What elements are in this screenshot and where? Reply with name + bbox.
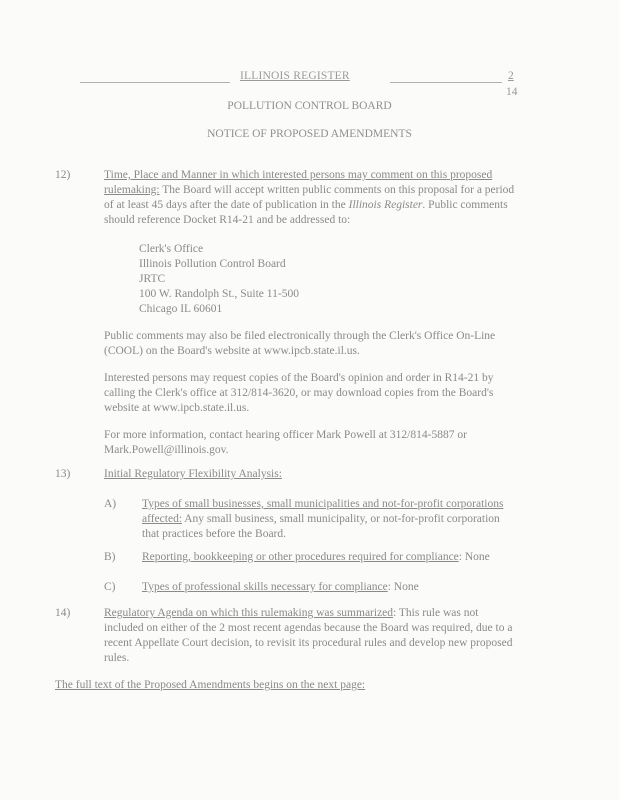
sec13-b-text: : None xyxy=(458,551,490,563)
sec12-number: 12) xyxy=(55,169,71,181)
header-page-part2: 14 xyxy=(506,86,518,98)
sec13-a-line1 xyxy=(142,497,532,512)
sec14-line1 xyxy=(104,606,534,621)
sec13-b-heading: Reporting, bookkeeping or other procedures required for compliance xyxy=(142,551,459,563)
header-rule-left xyxy=(80,82,230,83)
notice-title: NOTICE OF PROPOSED AMENDMENTS xyxy=(207,128,412,140)
sec12-heading-end: rulemaking: xyxy=(104,184,160,196)
sec13-heading-line xyxy=(104,467,534,482)
address-line: Chicago IL 60601 xyxy=(139,303,223,315)
sec12-para3-line: website at www.ipcb.state.il.us. xyxy=(104,402,250,414)
address-line: 100 W. Randolph St., Suite 11-500 xyxy=(139,288,299,300)
sec14-line: rules. xyxy=(104,652,130,664)
address-line: Clerk's Office xyxy=(139,243,204,255)
header-rule-right xyxy=(390,82,502,83)
header-page-part1: 2 xyxy=(508,70,514,82)
sec12-line3-post: . Public comments xyxy=(422,199,508,211)
sec13-c-line xyxy=(142,580,532,595)
sec13-heading: Initial Regulatory Flexibility Analysis: xyxy=(104,468,282,480)
sec13-a-heading-end: affected: xyxy=(142,513,183,525)
sec12-line3-pre: of at least 45 days after the date of publication in the xyxy=(104,199,349,211)
sec12-para2-line: (COOL) on the Board's website at www.ipcb.state.il.us. xyxy=(104,345,360,357)
sec13-a-line3: that practices before the Board. xyxy=(142,528,287,540)
sec14-number: 14) xyxy=(55,607,71,619)
sec13-c-heading: Types of professional skills necessary for compliance xyxy=(142,581,388,593)
sec12-heading: Time, Place and Manner in which interested persons may comment on this proposed xyxy=(104,169,493,181)
address-line: JRTC xyxy=(139,273,166,285)
final-note: The full text of the Proposed Amendments begins on the next page: xyxy=(55,679,366,691)
sec12-line4: should reference Docket R14-21 and be addressed to: xyxy=(104,214,351,226)
sec12-line2 xyxy=(104,183,534,198)
sec12-para2-line: Public comments may also be filed electronically through the Clerk's Office On-Line xyxy=(104,330,496,342)
sec13-number: 13) xyxy=(55,468,71,480)
sec12-line3 xyxy=(104,198,534,213)
sec13-a-letter: A) xyxy=(104,498,117,510)
sec13-a-text: Any small business, small municipality, or not-for-profit corporation xyxy=(182,513,500,525)
sec12-para4-line: For more information, contact hearing officer Mark Powell at 312/814-5887 or xyxy=(104,429,467,441)
sec14-heading: Regulatory Agenda on which this rulemaking was summarized xyxy=(104,607,394,619)
sec13-a-line2 xyxy=(142,512,532,527)
sec12-para3-line: calling the Clerk's office at 312/814-3620, or may download copies from the Board's xyxy=(104,387,494,399)
sec13-b-line xyxy=(142,550,532,565)
sec12-para4-line: Mark.Powell@illinois.gov. xyxy=(104,444,229,456)
sec12-illinois-register: Illinois Register xyxy=(348,199,423,211)
sec14-line: recent Appellate Court decision, to revisit its procedural rules and develop new proposed xyxy=(104,637,513,649)
sec14-line1-text: : This rule was not xyxy=(393,607,479,619)
sec12-line2-text: The Board will accept written public comments on this proposal for a period xyxy=(159,184,515,196)
agency-title: POLLUTION CONTROL BOARD xyxy=(227,100,392,112)
sec12-heading-line1 xyxy=(104,168,534,183)
sec13-a-heading: Types of small businesses, small municipalities and not-for-profit corporations xyxy=(142,498,504,510)
sec12-para3-line: Interested persons may request copies of the Board's opinion and order in R14-21 by xyxy=(104,372,494,384)
sec14-line: included on either of the 2 most recent agendas because the Board was required, due to a xyxy=(104,622,513,634)
sec13-b-letter: B) xyxy=(104,551,116,563)
sec13-c-letter: C) xyxy=(104,581,116,593)
header-publication: ILLINOIS REGISTER xyxy=(240,70,350,82)
address-line: Illinois Pollution Control Board xyxy=(139,258,286,270)
sec13-c-text: : None xyxy=(387,581,419,593)
